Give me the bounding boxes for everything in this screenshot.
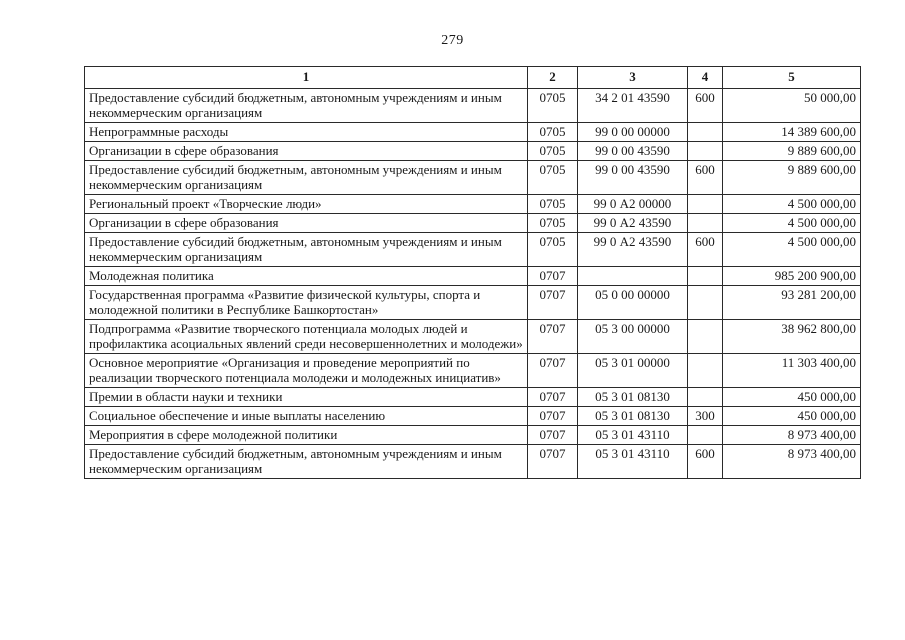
row-name: Подпрограмма «Развитие творческого потенциала молодых людей и профилактика асоциальных явлений среди несовершеннолетних и молодежи» bbox=[85, 320, 528, 354]
table-row bbox=[85, 195, 861, 214]
row-amount: 9 889 600,00 bbox=[723, 161, 861, 195]
row-target: 05 3 00 00000 bbox=[578, 320, 688, 354]
row-expense-type: 600 bbox=[688, 161, 723, 195]
row-amount: 985 200 900,00 bbox=[723, 267, 861, 286]
row-target bbox=[578, 267, 688, 286]
row-section: 0707 bbox=[528, 267, 578, 286]
row-expense-type: 600 bbox=[688, 445, 723, 479]
row-target: 99 0 00 43590 bbox=[578, 161, 688, 195]
table-row bbox=[85, 142, 861, 161]
row-amount: 14 389 600,00 bbox=[723, 123, 861, 142]
table-row bbox=[85, 161, 861, 195]
row-name: Предоставление субсидий бюджетным, автономным учреждениям и иным некоммерческим организациям bbox=[85, 89, 528, 123]
row-name: Региональный проект «Творческие люди» bbox=[85, 195, 528, 214]
row-section: 0705 bbox=[528, 195, 578, 214]
row-name: Мероприятия в сфере молодежной политики bbox=[85, 426, 528, 445]
row-expense-type bbox=[688, 388, 723, 407]
table-row bbox=[85, 233, 861, 267]
row-name: Предоставление субсидий бюджетным, автономным учреждениям и иным некоммерческим организациям bbox=[85, 233, 528, 267]
table-row bbox=[85, 320, 861, 354]
budget-table bbox=[84, 66, 861, 479]
row-target: 05 0 00 00000 bbox=[578, 286, 688, 320]
table-row bbox=[85, 267, 861, 286]
row-target: 99 0 А2 43590 bbox=[578, 214, 688, 233]
row-section: 0705 bbox=[528, 89, 578, 123]
table-row bbox=[85, 388, 861, 407]
row-amount: 4 500 000,00 bbox=[723, 195, 861, 214]
row-amount: 4 500 000,00 bbox=[723, 214, 861, 233]
header-col-4: 4 bbox=[688, 67, 723, 89]
table-row bbox=[85, 214, 861, 233]
row-section: 0707 bbox=[528, 320, 578, 354]
row-amount: 38 962 800,00 bbox=[723, 320, 861, 354]
row-section: 0707 bbox=[528, 354, 578, 388]
row-section: 0705 bbox=[528, 142, 578, 161]
row-amount: 8 973 400,00 bbox=[723, 426, 861, 445]
row-target: 99 0 00 43590 bbox=[578, 142, 688, 161]
row-target: 05 3 01 43110 bbox=[578, 445, 688, 479]
row-target: 34 2 01 43590 bbox=[578, 89, 688, 123]
row-amount: 450 000,00 bbox=[723, 407, 861, 426]
row-name: Организации в сфере образования bbox=[85, 142, 528, 161]
row-expense-type bbox=[688, 354, 723, 388]
row-name: Государственная программа «Развитие физической культуры, спорта и молодежной политики в Республике Башкортостан» bbox=[85, 286, 528, 320]
row-section: 0707 bbox=[528, 286, 578, 320]
row-section: 0705 bbox=[528, 233, 578, 267]
table-row bbox=[85, 445, 861, 479]
row-target: 05 3 01 43110 bbox=[578, 426, 688, 445]
row-expense-type: 600 bbox=[688, 89, 723, 123]
header-col-1: 1 bbox=[85, 67, 528, 89]
row-section: 0707 bbox=[528, 426, 578, 445]
row-name: Основное мероприятие «Организация и проведение мероприятий по реализации творческого потенциала молодежи и молодежных инициатив» bbox=[85, 354, 528, 388]
row-name: Непрограммные расходы bbox=[85, 123, 528, 142]
row-section: 0705 bbox=[528, 214, 578, 233]
row-expense-type bbox=[688, 267, 723, 286]
header-col-2: 2 bbox=[528, 67, 578, 89]
row-target: 99 0 00 00000 bbox=[578, 123, 688, 142]
row-expense-type bbox=[688, 214, 723, 233]
table-row bbox=[85, 89, 861, 123]
row-expense-type: 600 bbox=[688, 233, 723, 267]
table-row bbox=[85, 123, 861, 142]
row-expense-type bbox=[688, 195, 723, 214]
row-expense-type bbox=[688, 142, 723, 161]
row-name: Предоставление субсидий бюджетным, автономным учреждениям и иным некоммерческим организациям bbox=[85, 445, 528, 479]
row-name: Премии в области науки и техники bbox=[85, 388, 528, 407]
row-target: 05 3 01 08130 bbox=[578, 388, 688, 407]
row-section: 0707 bbox=[528, 407, 578, 426]
row-name: Социальное обеспечение и иные выплаты населению bbox=[85, 407, 528, 426]
row-expense-type bbox=[688, 286, 723, 320]
row-amount: 8 973 400,00 bbox=[723, 445, 861, 479]
row-name: Молодежная политика bbox=[85, 267, 528, 286]
table-row bbox=[85, 354, 861, 388]
page-number: 279 bbox=[441, 33, 464, 48]
row-section: 0705 bbox=[528, 123, 578, 142]
row-amount: 4 500 000,00 bbox=[723, 233, 861, 267]
row-target: 99 0 А2 00000 bbox=[578, 195, 688, 214]
table-header-row bbox=[85, 67, 861, 89]
row-amount: 9 889 600,00 bbox=[723, 142, 861, 161]
row-expense-type bbox=[688, 123, 723, 142]
row-target: 99 0 А2 43590 bbox=[578, 233, 688, 267]
row-name: Предоставление субсидий бюджетным, автономным учреждениям и иным некоммерческим организациям bbox=[85, 161, 528, 195]
header-col-5: 5 bbox=[723, 67, 861, 89]
row-amount: 11 303 400,00 bbox=[723, 354, 861, 388]
row-section: 0707 bbox=[528, 388, 578, 407]
row-expense-type: 300 bbox=[688, 407, 723, 426]
row-section: 0705 bbox=[528, 161, 578, 195]
row-target: 05 3 01 00000 bbox=[578, 354, 688, 388]
table-row bbox=[85, 407, 861, 426]
row-amount: 93 281 200,00 bbox=[723, 286, 861, 320]
row-amount: 50 000,00 bbox=[723, 89, 861, 123]
row-section: 0707 bbox=[528, 445, 578, 479]
table-row bbox=[85, 286, 861, 320]
row-amount: 450 000,00 bbox=[723, 388, 861, 407]
row-expense-type bbox=[688, 426, 723, 445]
row-target: 05 3 01 08130 bbox=[578, 407, 688, 426]
header-col-3: 3 bbox=[578, 67, 688, 89]
row-expense-type bbox=[688, 320, 723, 354]
table-row bbox=[85, 426, 861, 445]
row-name: Организации в сфере образования bbox=[85, 214, 528, 233]
